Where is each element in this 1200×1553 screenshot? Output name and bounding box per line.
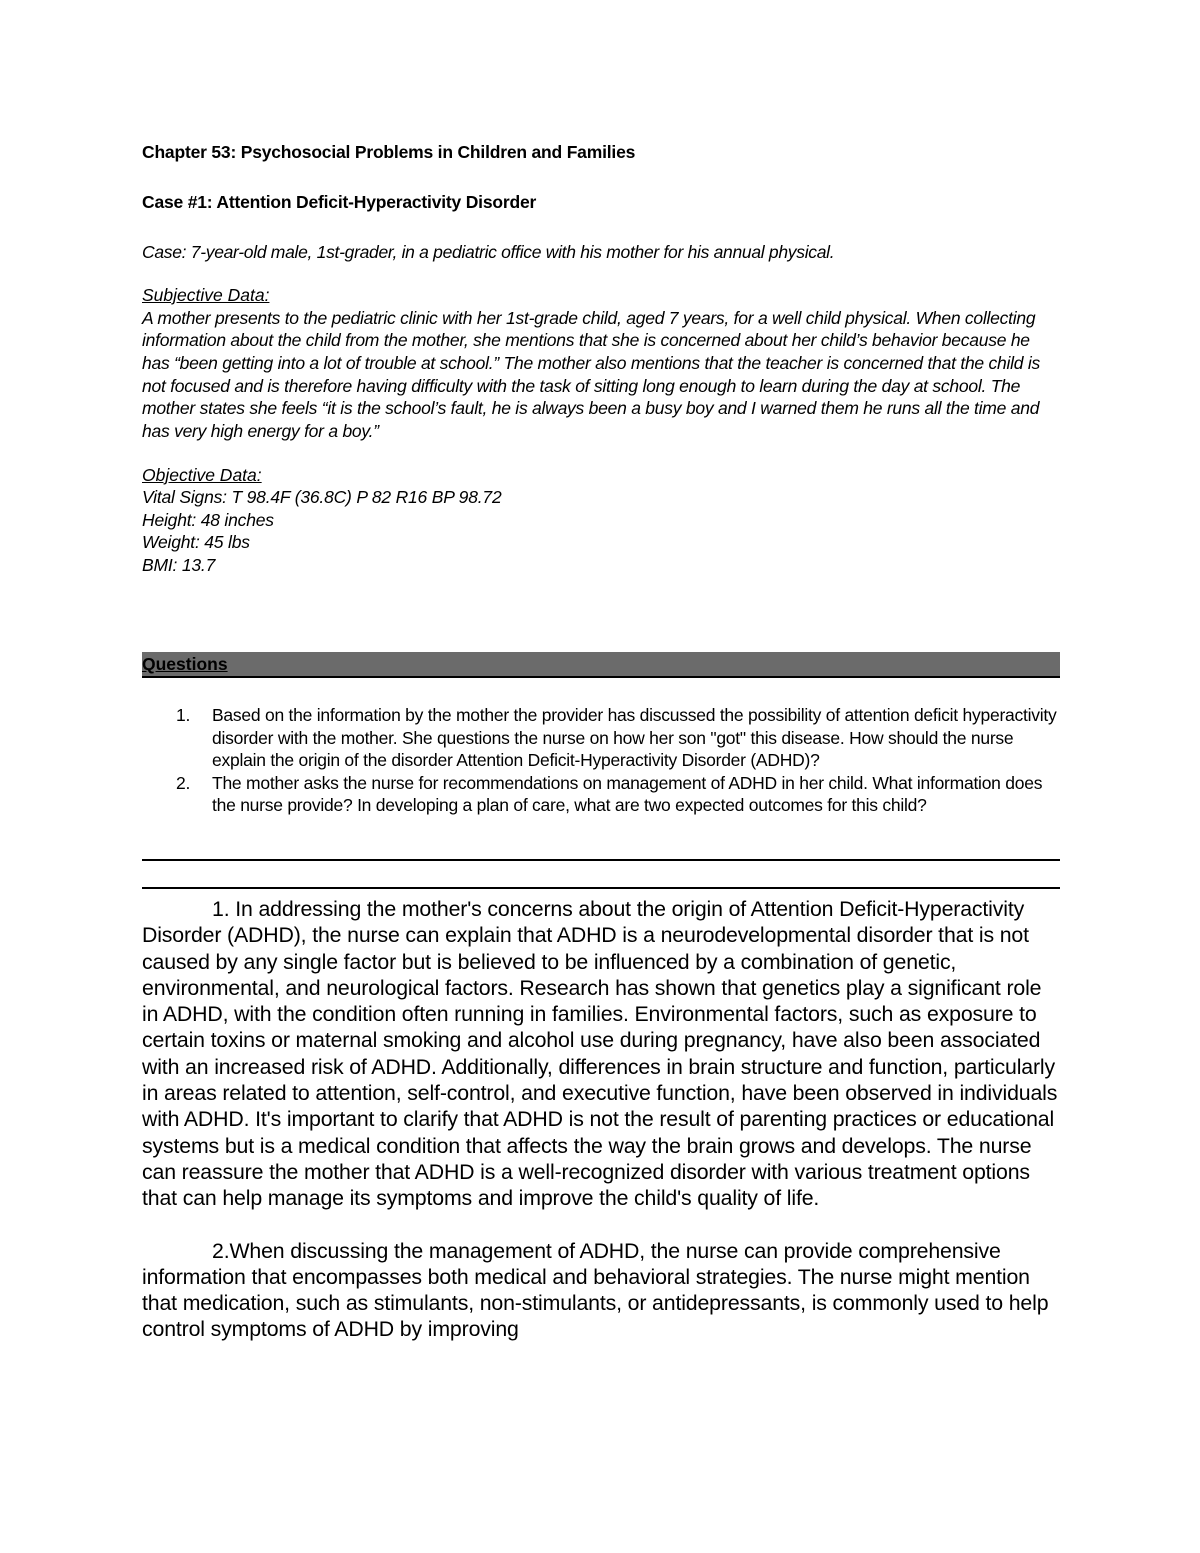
- chapter-title: Chapter 53: Psychosocial Problems in Children and Families: [142, 142, 636, 162]
- subjective-data-text: A mother presents to the pediatric clinic with her 1st-grade child, aged 7 years, for a well child physical. When collecting information about the child from the mother, she mentions that she is concerned about her child’s behavior because he has “been getting into a lot of trouble at school.” The mother also mentions that the teacher is concerned that the child is not focused and is therefore having difficulty with the task of sitting long enough to learn during the day at school. The mother states she feels “it is the school’s fault, he is always been a busy boy and I warned them he runs all the time and has very high energy for a boy.”: [142, 307, 1041, 442]
- case-title: Case #1: Attention Deficit-Hyperactivity Disorder: [142, 192, 537, 212]
- document-content: [142, 141, 1060, 1342]
- question-item: [142, 772, 1060, 817]
- height: Height: 48 inches: [142, 509, 274, 530]
- question-list: [142, 704, 1060, 817]
- divider-rule: [142, 859, 1060, 861]
- questions-header-bar: [142, 652, 1060, 678]
- question-number: 2.: [176, 772, 191, 793]
- case-summary: Case: 7-year-old male, 1st-grader, in a pediatric office with his mother for his annual physical.: [142, 242, 835, 262]
- objective-data-list: [142, 486, 1060, 576]
- answer-paragraph-2: 2.When discussing the management of ADHD, the nurse can provide comprehensive information that encompasses both medical and behavioral strategies. The nurse might mention that medication, such as stimulants, non-stimulants, or antidepressants, is commonly used to help control symptoms of ADHD by improving: [142, 1238, 1049, 1342]
- question-number: 1.: [176, 705, 191, 725]
- vital-signs: Vital Signs: T 98.4F (36.8C) P 82 R16 BP 98.72: [142, 487, 502, 508]
- answers-section: [142, 896, 1060, 1369]
- question-text: Based on the information by the mother the provider has discussed the possibility of attention deficit hyperactivity disorder with the mother. She questions the nurse on how her son "got" this disease. How should the nurse explain the origin of the disorder Attention Deficit-Hyperactivity Disorder (ADHD)?: [212, 705, 1057, 770]
- bmi: BMI: 13.7: [142, 554, 216, 575]
- subjective-data-label: Subjective Data:: [142, 285, 270, 305]
- answer-paragraph-1: 1. In addressing the mother's concerns about the origin of Attention Deficit-Hyperactivity Disorder (ADHD), the nurse can explain that ADHD is a neurodevelopmental disorder that is not caused by any single factor but is believed to be influenced by a combination of genetic, environmental, and neurological factors. Research has shown that genetics play a significant role in ADHD, with the condition often running in families. Environmental factors, such as exposure to certain toxins or maternal smoking and alcohol use during pregnancy, have also been associated with an increased risk of ADHD. Additionally, differences in brain structure and function, particularly in areas related to attention, self-control, and executive function, have been observed in individuals with ADHD. It's important to clarify that ADHD is not the result of parenting practices or educational systems but is a medical condition that affects the way the brain grows and develops. The nurse can reassure the mother that ADHD is a well-recognized disorder with various treatment options that can help manage its symptoms and improve the child's quality of life.: [142, 897, 1058, 1211]
- divider-rule: [142, 887, 1060, 889]
- question-item: [142, 704, 1060, 772]
- objective-data-label: Objective Data:: [142, 464, 262, 485]
- questions-header: Questions: [142, 654, 228, 674]
- question-text: The mother asks the nurse for recommendations on management of ADHD in her child. What information does the nurse provide? In developing a plan of care, what are two expected outcomes for this child?: [212, 772, 1043, 815]
- weight: Weight: 45 lbs: [142, 532, 250, 553]
